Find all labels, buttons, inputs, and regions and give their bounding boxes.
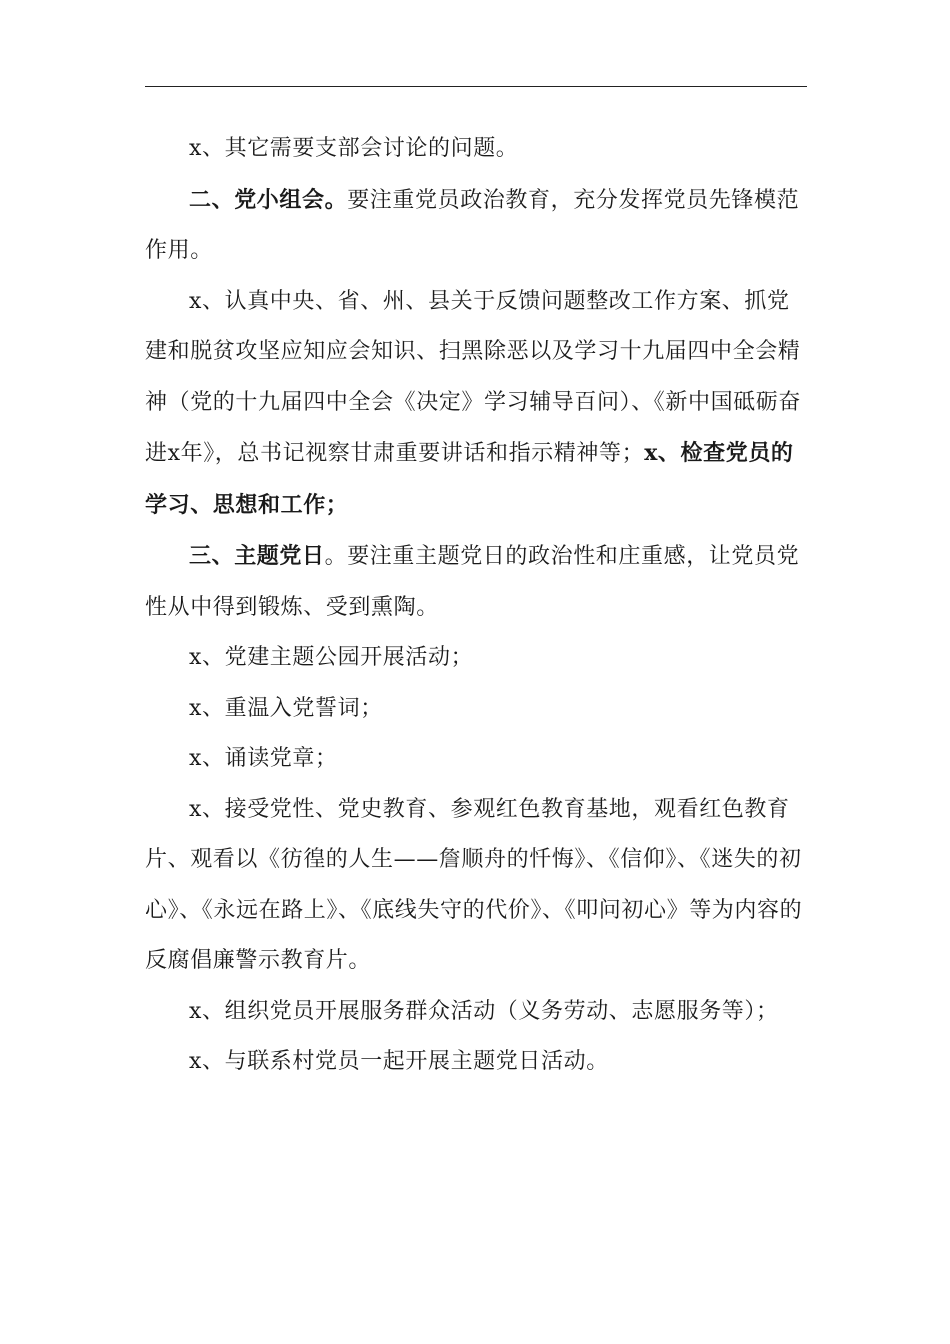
section-heading: 二、党小组会。 [189,186,348,213]
paragraph-7 [145,734,807,785]
section-heading: 三、主题党日 [189,543,325,569]
text-segment: x、接受党性、党史教育、参观红色教育基地，观看红色教育片、观看以《彷徨的人生——詹顺舟的忏悔》、《信仰》、《迷失的初心》、《永远在路上》、《底线失守的代价》、《叩问初心》等为内容的反腐倡廉警示教育片。 [145,796,803,973]
text-segment: x、组织党员开展服务群众活动（义务劳动、志愿服务等）； [189,998,779,1024]
text-segment: x、与联系村党员一起开展主题党日活动。 [189,1049,609,1074]
paragraph-9 [145,987,807,1038]
paragraph-2 [145,175,807,277]
text-segment: x、其它需要支部会讨论的问题。 [189,136,519,161]
document-body [145,124,807,1088]
paragraph-8 [145,785,807,987]
text-segment: 。要注重主题党日的政治性和庄重感，让党员党性从中得到锻炼、受到熏陶。 [145,544,800,620]
paragraph-3 [145,277,807,532]
paragraph-5 [145,633,807,684]
bold-segment: x、检查党员的学习、思想和工作； [145,440,794,518]
paragraph-6 [145,684,807,735]
text-segment: x、重温入党誓词； [189,695,383,721]
text-segment: x、党建主题公园开展活动； [189,645,474,670]
text-segment: x、诵读党章； [189,746,338,771]
text-segment: x、认真中央、省、州、县关于反馈问题整改工作方案、抓党建和脱贫攻坚应知应会知识、扫黑除恶以及学习十九届四中全会精神（党的十九届四中全会《决定》学习辅导百问）、《新中国砥砺奋进x年》，总书记视察甘肃重要讲话和指示精神等； [145,288,802,466]
paragraph-4 [145,531,807,633]
paragraph-10 [145,1037,807,1088]
text-segment: 要注重党员政治教育，充分发挥党员先锋模范作用。 [145,187,800,263]
paragraph-1 [145,124,807,175]
header-rule [145,86,807,87]
